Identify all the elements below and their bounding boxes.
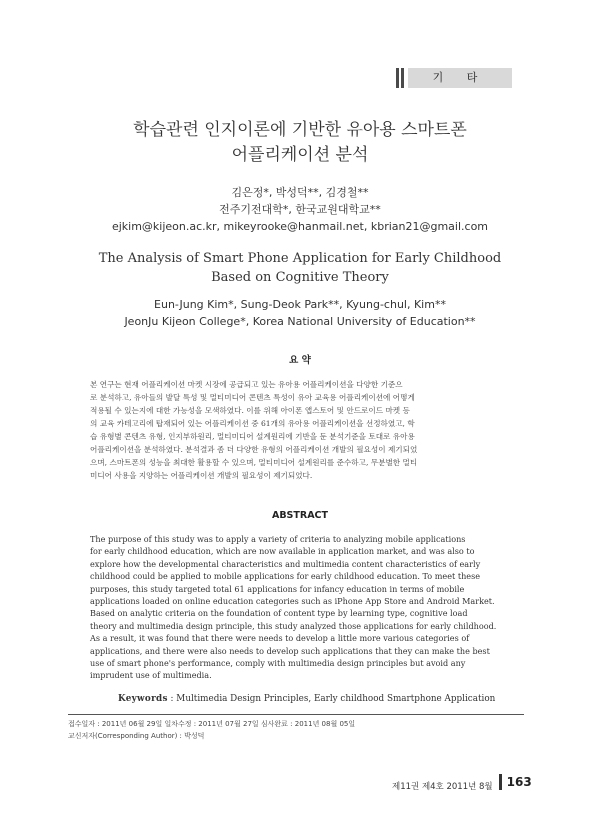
author-names-english: Eun-Jung Kim*, Sung-Deok Park**, Kyung-chul, Kim**	[154, 298, 446, 311]
page-footer	[392, 774, 532, 790]
abstract-english-line: use of smart phone's performance, comply with multimedia design principles but avoid any	[90, 658, 466, 669]
abstract-english-line: purposes, this study targeted total 61 applications for infancy education in terms of mobile	[90, 583, 465, 594]
page-separator	[499, 774, 502, 790]
title-english-line-2: Based on Cognitive Theory	[211, 270, 389, 285]
abstract-english-line: As a result, it was found that there were needs to develop a little more various categories of	[90, 633, 470, 644]
abstract-english-line: explore how the developmental characteristics and multimedia content characteristics of early	[90, 558, 481, 569]
abstract-korean-line: 의 교육 카테고리에 탑재되어 있는 어플리케이션 중 61개의 유아용 어플리케이션을 선정하였고, 학	[90, 419, 415, 428]
abstract-korean-line: 어플리케이션을 분석하였다. 분석결과 좀 더 다양한 유형의 어플리케이션 개발의 필요성이 제기되었	[90, 445, 418, 454]
footnote-corresponding-author: 교신저자(Corresponding Author) : 박성덕	[68, 732, 205, 740]
section-bars	[396, 68, 408, 88]
abstract-english-line: applications loaded on online education categories such as iPhone App Store and Android Market.	[90, 596, 495, 607]
abstract-english-heading: ABSTRACT	[271, 510, 329, 521]
affiliations-english: JeonJu Kijeon College*, Korea National University of Education**	[124, 315, 476, 328]
abstract-english-line: Based on analytic criteria on the foundation of content type by learning type, cognitive load	[90, 608, 468, 619]
abstract-korean-line: 로 분석하고, 유아들의 발달 특성 및 멀티미디어 콘텐츠 특성이 유아 교육용 어플리케이션에 어떻게	[90, 393, 415, 402]
title-korean	[0, 118, 600, 168]
abstract-english	[90, 533, 508, 682]
author-names-korean: 김은정*, 박성덕**, 김경철**	[231, 186, 369, 199]
title-korean-line-1: 학습관련 인지이론에 기반한 유아용 스마트폰	[133, 120, 467, 140]
abstract-korean-line: 습 유형별 콘텐츠 유형, 인지부하원리, 멀티미디어 설계원리에 기반을 둔 분석기준을 토대로 유아용	[90, 432, 415, 441]
title-english-line-1: The Analysis of Smart Phone Application for Early Childhood	[98, 251, 502, 266]
abstract-korean-heading: 요 약	[289, 355, 311, 366]
abstract-english-line: The purpose of this study was to apply a variety of criteria to analyzing mobile applications	[90, 534, 466, 544]
abstract-english-line: theory and multimedia design principle, this study analyzed those applications for early childhood.	[90, 620, 497, 631]
keywords-text: : Multimedia Design Principles, Early childhood Smartphone Application	[170, 694, 496, 704]
abstract-korean-line: 적용될 수 있는지에 대한 가능성을 모색하였다. 이를 위해 아이폰 앱스토어 및 안드로이드 마켓 등	[90, 406, 410, 415]
abstract-english-line: imprudent use of multimedia.	[90, 670, 212, 681]
title-korean-line-2: 어플리케이션 분석	[231, 145, 369, 165]
abstract-english-line: childhood could be applied to mobile applications for early childhood education. To meet these	[90, 571, 481, 582]
authors-english	[0, 296, 600, 330]
authors-korean	[0, 184, 600, 235]
page-number: 163	[506, 775, 532, 789]
abstract-english-line: for early childhood education, which are now available in application market, and was also to	[90, 546, 475, 557]
keywords	[118, 694, 495, 704]
affiliations-korean: 전주기전대학*, 한국교원대학교**	[219, 203, 381, 216]
abstract-english-line: applications, and there were also needs to develop such applications that they can make the best	[90, 645, 490, 656]
author-emails: ejkim@kijeon.ac.kr, mikeyrooke@hanmail.net, kbrian21@gmail.com	[111, 220, 489, 233]
abstract-korean-line: 으며, 스마트폰의 성능을 최대한 활용할 수 있으며, 멀티미디어 설계원리를 준수하고, 무분별한 멀티	[90, 458, 418, 467]
volume-info: 제11권 제4호 2011년 8월	[392, 782, 493, 792]
abstract-korean	[90, 378, 508, 482]
abstract-korean-line: 본 연구는 현재 어플리케이션 마켓 시장에 공급되고 있는 유아용 어플리케이션을 다양한 기준으	[90, 380, 403, 389]
keywords-label: Keywords	[118, 694, 168, 704]
footnote-divider	[68, 714, 524, 715]
section-label: 기 타	[408, 68, 512, 88]
title-english	[0, 249, 600, 287]
abstract-korean-line: 미디어 사용을 지양하는 어플리케이션 개발의 필요성이 제기되었다.	[90, 471, 313, 480]
footnote-dates: 접수일자 : 2011년 06월 29일 일차수정 : 2011년 07월 27일 심사완료 : 2011년 08월 05일	[68, 720, 356, 728]
